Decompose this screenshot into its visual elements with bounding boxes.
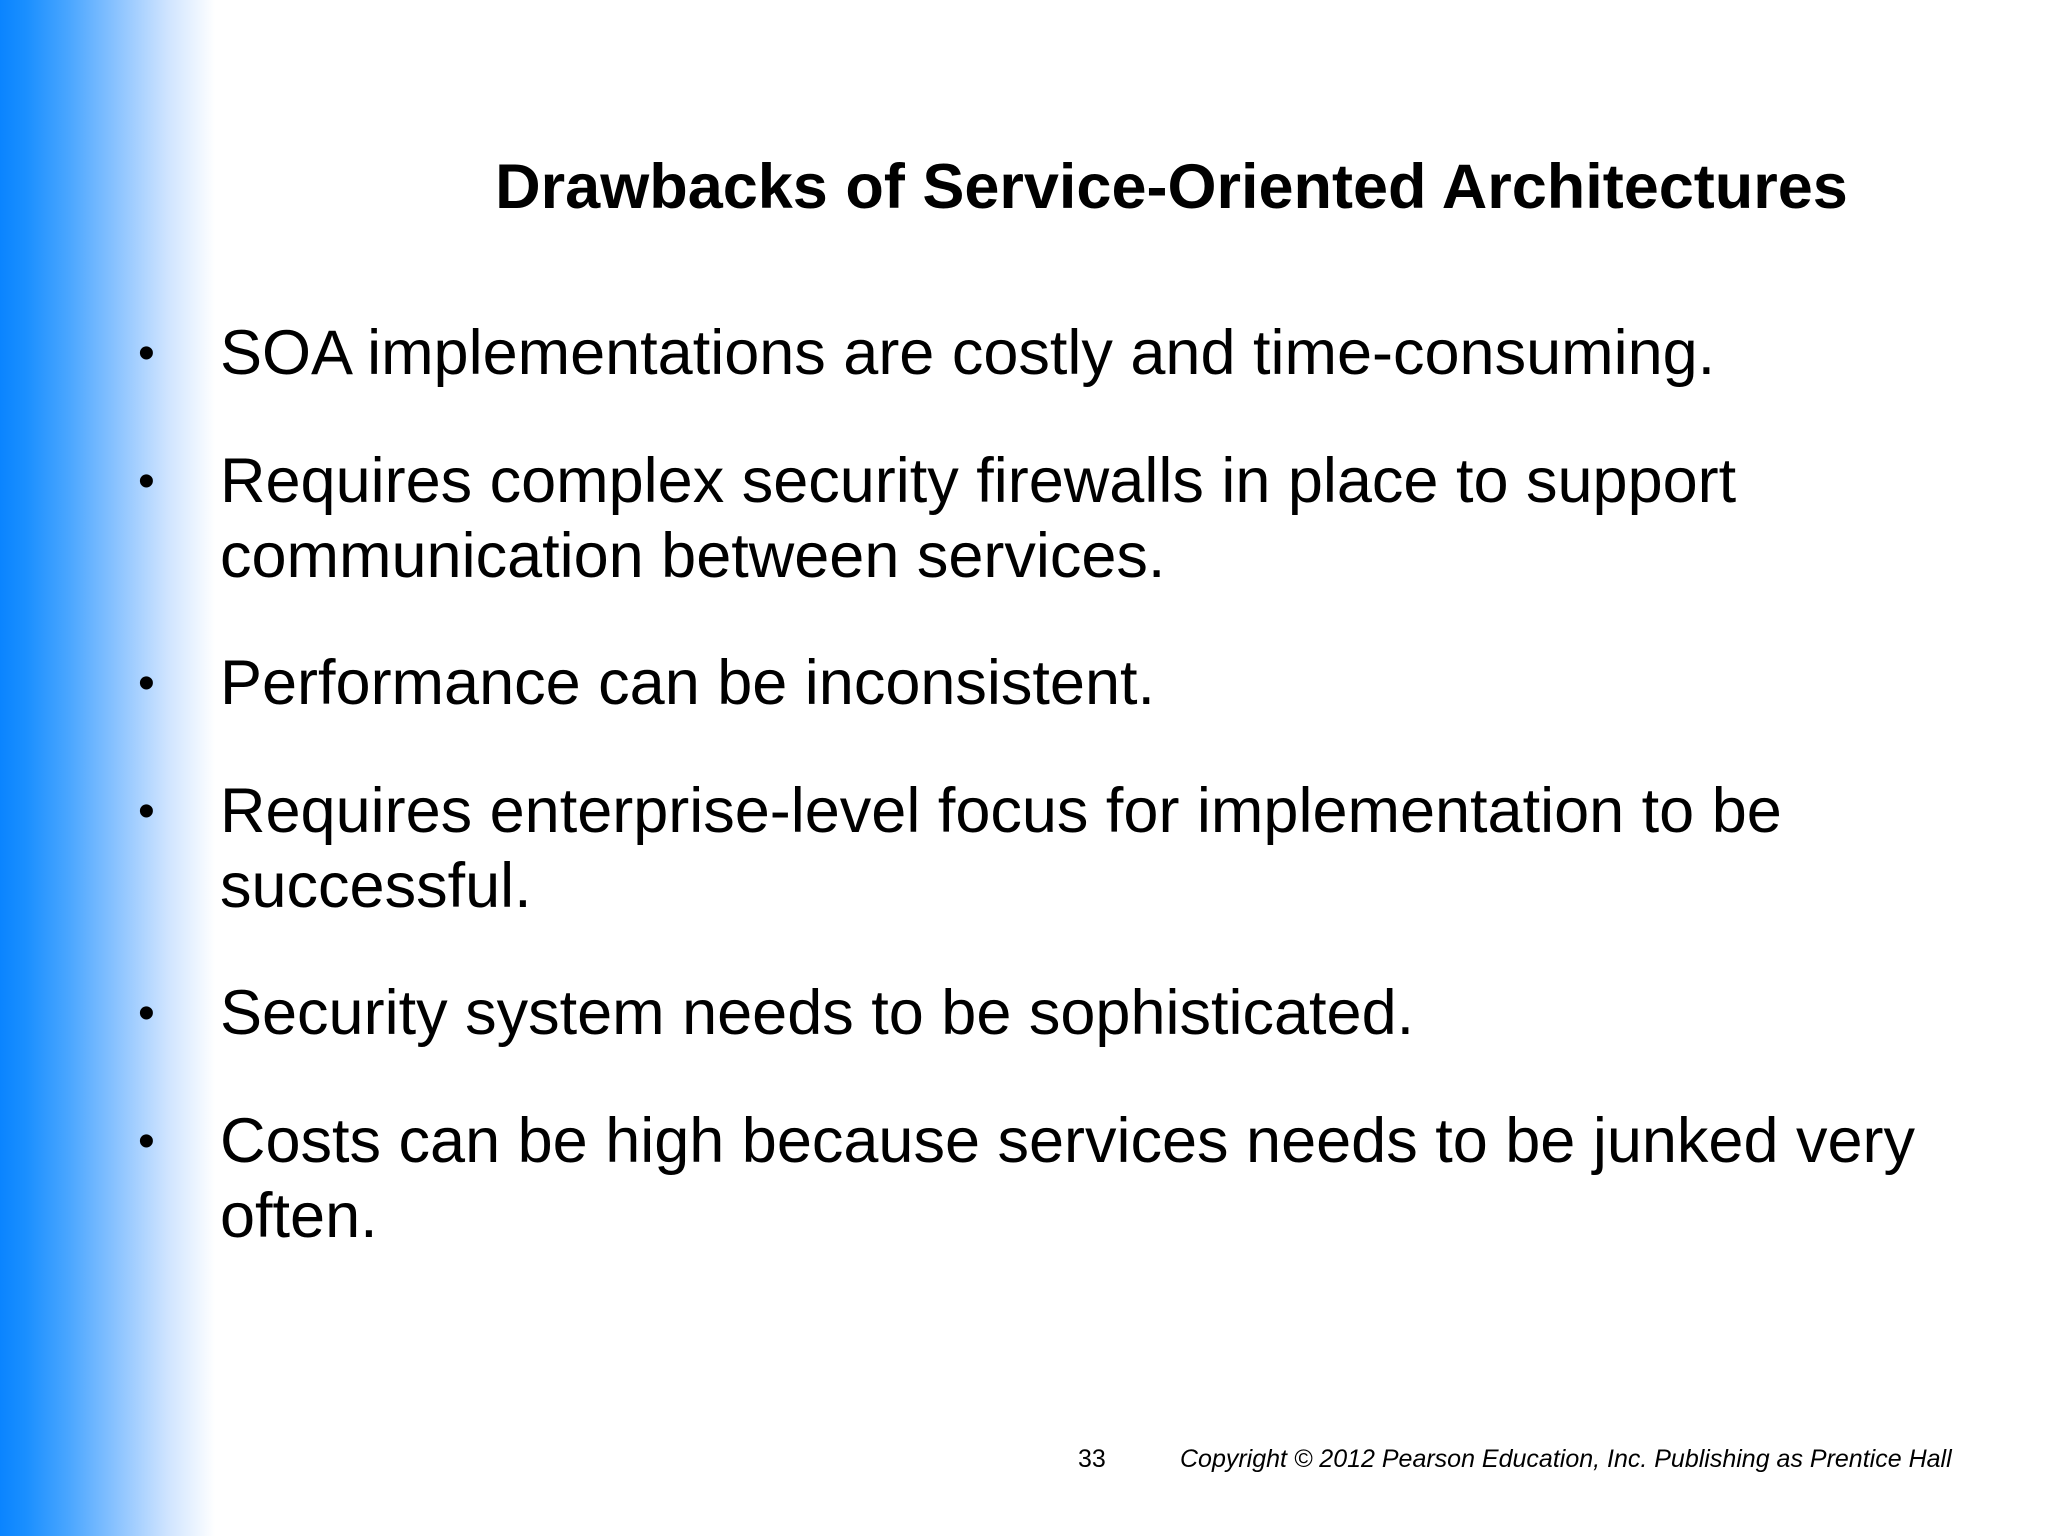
- bullet-dot-icon: •: [138, 987, 155, 1040]
- bullet-item: [138, 774, 1998, 924]
- bullet-item: [138, 976, 1998, 1051]
- copyright-notice: Copyright © 2012 Pearson Education, Inc. Publishing as Prentice Hall: [1180, 1445, 1952, 1473]
- bullet-text: Security system needs to be sophisticated.: [220, 978, 1415, 1048]
- bullet-list: [138, 316, 1998, 1306]
- bullet-dot-icon: •: [138, 327, 155, 380]
- bullet-text: Requires complex security firewalls in place to support communication between services.: [220, 446, 1737, 591]
- page-number: 33: [1078, 1445, 1106, 1473]
- bullet-text: Performance can be inconsistent.: [220, 648, 1156, 718]
- bullet-text: Requires enterprise-level focus for implementation to be successful.: [220, 776, 1782, 921]
- bullet-text: Costs can be high because services needs to be junked very often.: [220, 1106, 1916, 1251]
- slide-title: Drawbacks of Service-Oriented Architectures: [495, 152, 1848, 222]
- bullet-item: [138, 1104, 1998, 1254]
- bullet-dot-icon: •: [138, 657, 155, 710]
- bullet-dot-icon: •: [138, 455, 155, 508]
- bullet-item: [138, 316, 1998, 391]
- bullet-item: [138, 646, 1998, 721]
- bullet-dot-icon: •: [138, 1115, 155, 1168]
- bullet-text: SOA implementations are costly and time-consuming.: [220, 318, 1716, 388]
- bullet-item: [138, 444, 1998, 594]
- bullet-dot-icon: •: [138, 785, 155, 838]
